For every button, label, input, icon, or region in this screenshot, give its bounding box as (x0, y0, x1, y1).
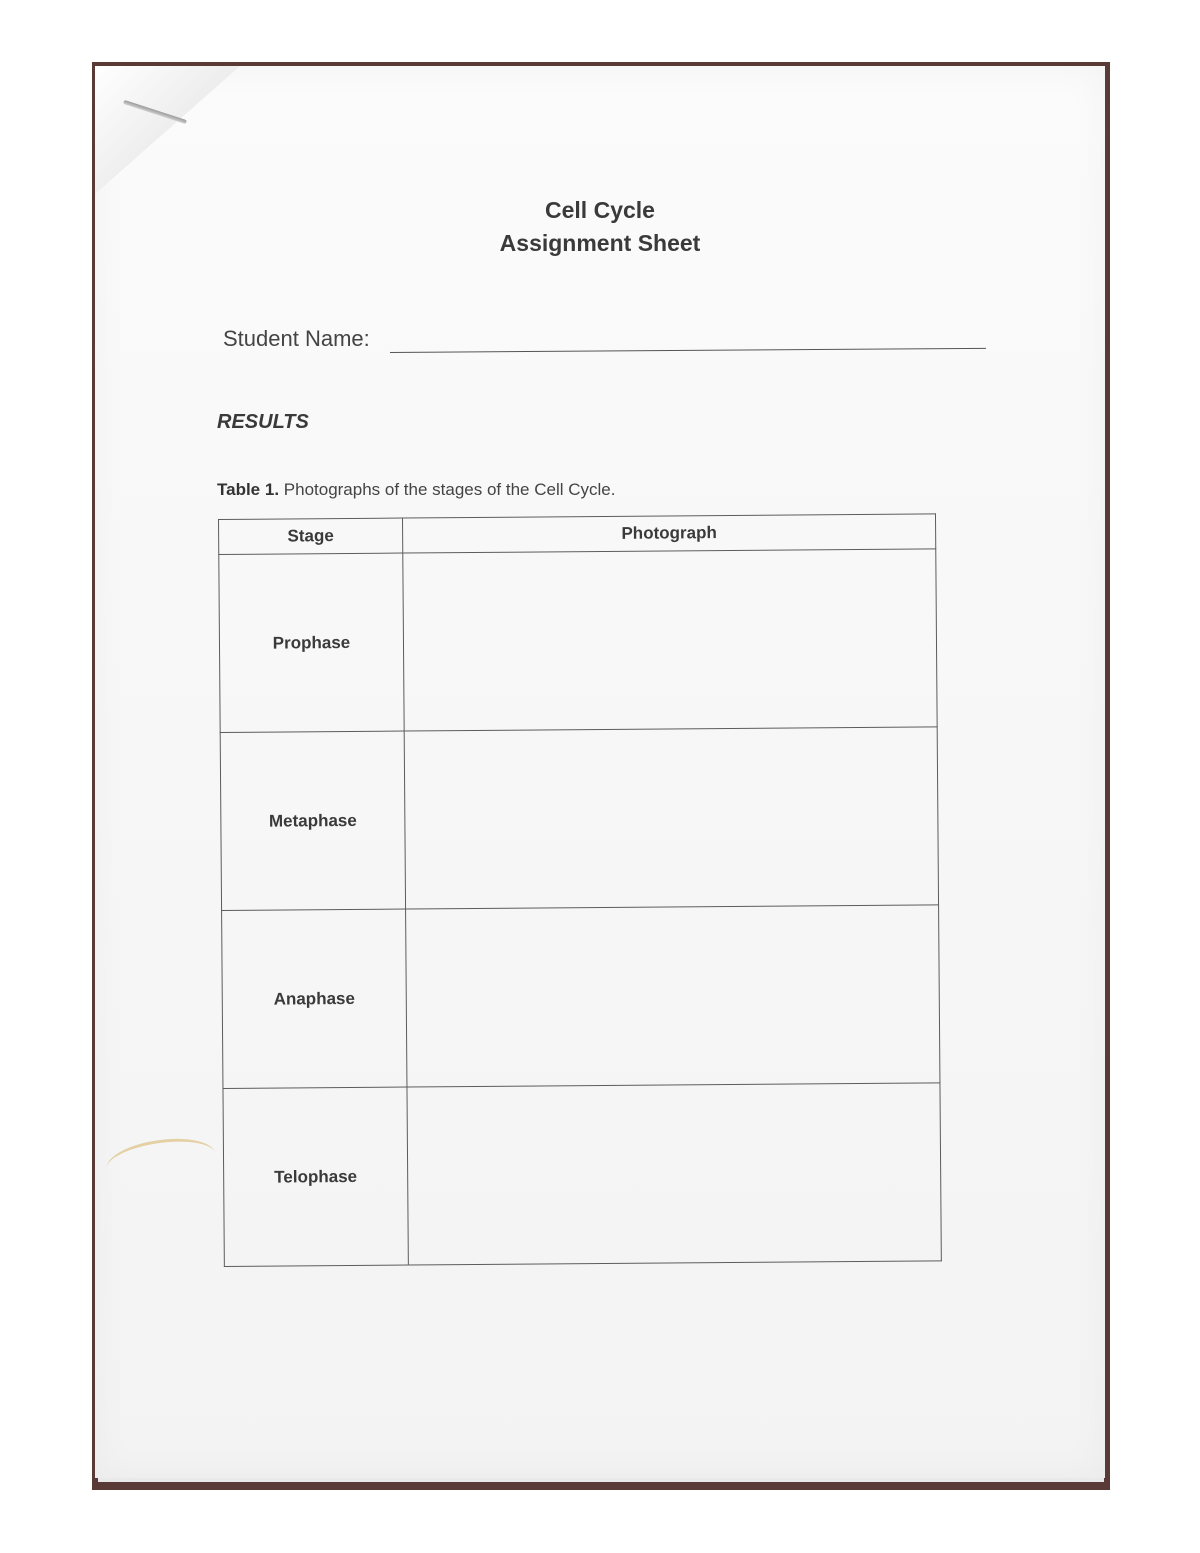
table-header-row (219, 514, 936, 555)
table-row (222, 905, 940, 1089)
table-caption (217, 480, 615, 500)
photo-cell-telophase[interactable] (407, 1083, 941, 1265)
table-caption-number: Table 1. (217, 480, 280, 499)
stages-table (218, 513, 942, 1267)
header-stage: Stage (219, 518, 403, 554)
stage-cell-anaphase: Anaphase (222, 909, 407, 1088)
stages-table-container (218, 513, 942, 1267)
header-photograph: Photograph (402, 514, 935, 553)
document-subtitle: Assignment Sheet (499, 230, 701, 256)
table-row (223, 1083, 941, 1267)
student-name-label: Student Name: (223, 326, 370, 351)
stage-cell-metaphase: Metaphase (220, 731, 405, 910)
table-caption-text: Photographs of the stages of the Cell Cycle. (279, 480, 616, 499)
photo-cell-metaphase[interactable] (404, 727, 938, 909)
stage-cell-prophase: Prophase (219, 553, 404, 732)
stage-cell-telophase: Telophase (223, 1087, 408, 1266)
photo-cell-prophase[interactable] (403, 549, 937, 731)
results-heading: RESULTS (217, 411, 309, 433)
photo-cell-anaphase[interactable] (406, 905, 940, 1087)
document-title: Cell Cycle (545, 197, 655, 223)
table-row (219, 549, 937, 733)
table-row (220, 727, 938, 911)
